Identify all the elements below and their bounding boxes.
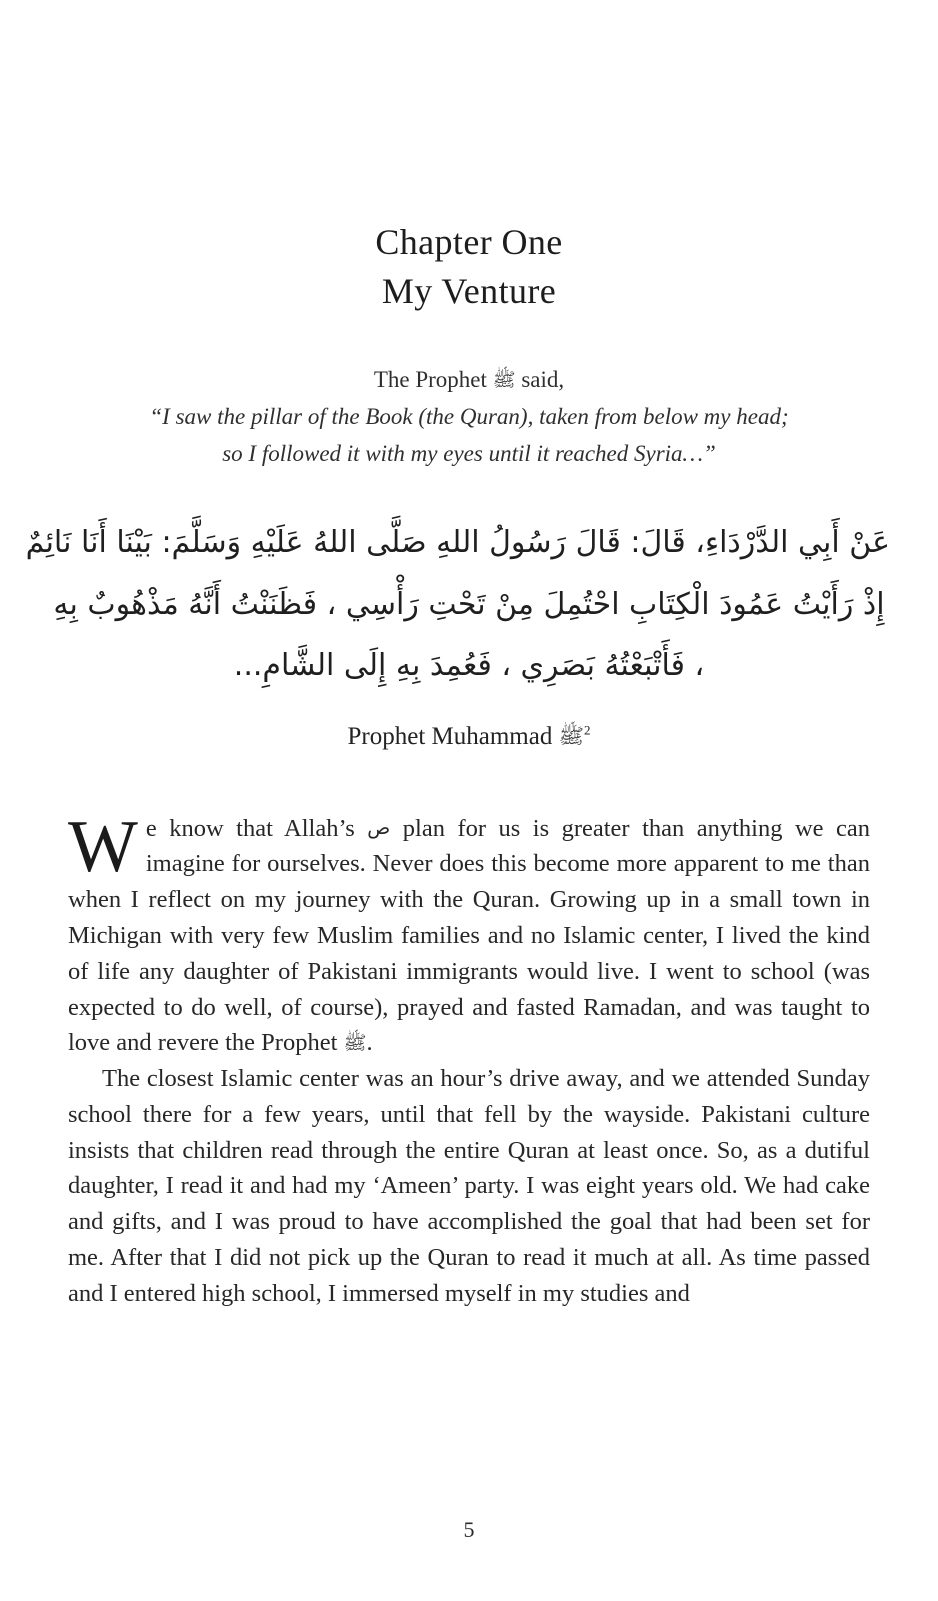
subhanahu-wa-taala-icon: ص [367, 817, 391, 839]
chapter-number: Chapter One [375, 222, 563, 262]
epigraph-intro-suffix: said, [521, 367, 565, 393]
sallallahu-alayhi-wasallam-icon: ﷺ [492, 370, 516, 392]
hadith-attribution [0, 723, 938, 755]
arabic-line-2: إِذْ رَأَيْتُ عَمُودَ الْكِتَابِ احْتُمِلَ مِنْ تَحْتِ رَأْسِي ، فَظَنَنْتُ أَنَّهُ مَذْهُوبٌ بِهِ [53, 586, 885, 622]
chapter-title: My Venture [381, 270, 557, 311]
paragraph-1-end: . [366, 1029, 373, 1057]
paragraph-1 [68, 805, 871, 1061]
attribution-name: Prophet Muhammad [347, 722, 553, 750]
epigraph-line-1: “I saw the pillar of the Book (the Quran), taken from below my head; [149, 403, 789, 429]
chapter-heading [0, 218, 938, 315]
page-number: 5 [463, 1517, 475, 1542]
footnote-reference: 2 [583, 722, 591, 738]
arabic-line-3: ، فَأَتْبَعْتُهُ بَصَرِي ، فَعُمِدَ بِهِ إِلَى الشَّامِ... [233, 648, 705, 684]
body-copy [68, 805, 871, 1312]
drop-cap: W [68, 805, 138, 888]
paragraph-2: The closest Islamic center was an hour’s drive away, and we attended Sunday school there for a few years, until that fell by the wayside. Pakistani culture insists that children read through the entire Quran at least once. So, as a dutiful daughter, I read it and had my ‘Ameen’ party. I was eight years old. We had cake and gifts, and I was proud to have accomplished the goal that had been set for me. After that I did not pick up the Quran to read it much at all. As time passed and I entered high school, I immersed myself in my studies and [68, 1065, 870, 1307]
epigraph [0, 363, 938, 472]
arabic-hadith-block [25, 512, 890, 697]
sallallahu-alayhi-wasallam-icon: ﷺ [558, 723, 584, 748]
sallallahu-alayhi-wasallam-icon: ﷺ [343, 1033, 367, 1055]
epigraph-intro [0, 363, 938, 398]
paragraph-1-lead: e know that Allah’s [145, 814, 355, 842]
paragraph-1-rest: plan for us is greater than anything we can imagine for ourselves. Never does this become more apparent to me than when I reflect on my journey with the Quran. Growing up in a small town in Michigan with very few Muslim families and no Islamic center, I lived the kind of life any daughter of Pakistani immigrants would live. I went to school (was expected to do well, of course), prayed and fasted Ramadan, and was taught to love and revere the Prophet [68, 814, 871, 1057]
epigraph-intro-text: The Prophet [373, 367, 487, 393]
arabic-line-1: عَنْ أَبِي الدَّرْدَاءِ، قَالَ: قَالَ رَسُولُ اللهِ صَلَّى اللهُ عَلَيْهِ وَسَلَّمَ: بَيْنَا أَنَا نَائِمٌ [25, 525, 890, 561]
epigraph-line-2: so I followed it with my eyes until it reached Syria…” [222, 440, 716, 466]
